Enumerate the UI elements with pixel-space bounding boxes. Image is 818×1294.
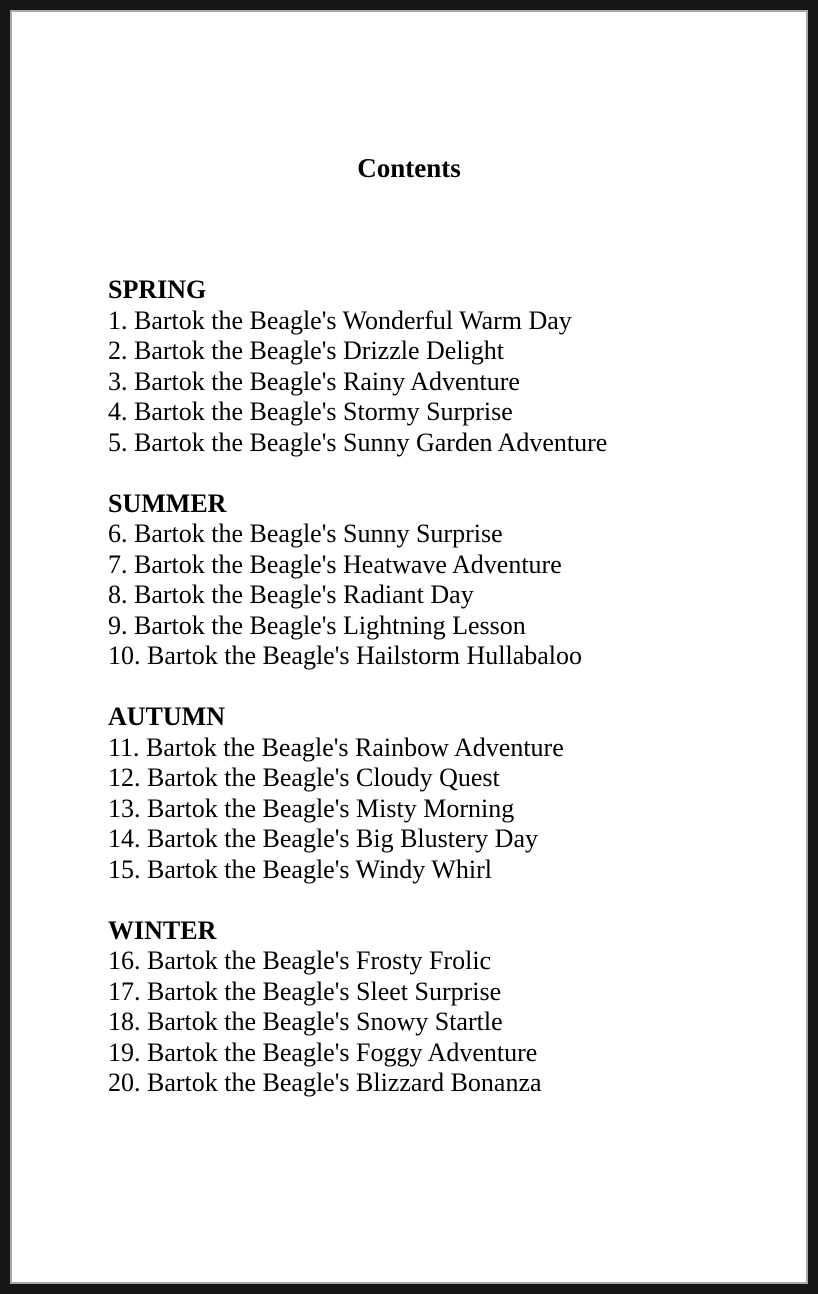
toc-section-spring [108,275,710,458]
toc-section-winter [108,916,710,1099]
toc-item: 20. Bartok the Beagle's Blizzard Bonanza [108,1068,542,1097]
section-heading: SPRING [108,275,207,304]
toc-item: 18. Bartok the Beagle's Snowy Startle [108,1007,503,1036]
toc-item: 8. Bartok the Beagle's Radiant Day [108,580,474,609]
toc-item: 16. Bartok the Beagle's Frosty Frolic [108,946,492,975]
toc-item: 2. Bartok the Beagle's Drizzle Delight [108,336,505,365]
section-heading: AUTUMN [108,702,225,731]
toc-item: 19. Bartok the Beagle's Foggy Adventure [108,1037,538,1067]
toc-item: 3. Bartok the Beagle's Rainy Adventure [108,366,520,396]
toc-item: 13. Bartok the Beagle's Misty Morning [108,793,515,823]
toc-item: 7. Bartok the Beagle's Heatwave Adventure [108,549,562,579]
toc-item: 9. Bartok the Beagle's Lightning Lesson [108,610,526,640]
toc-item: 15. Bartok the Beagle's Windy Whirl [108,854,492,884]
section-heading: SUMMER [108,488,227,518]
toc-item: 6. Bartok the Beagle's Sunny Surprise [108,519,503,548]
toc-item: 1. Bartok the Beagle's Wonderful Warm Day [108,305,572,335]
toc-item: 17. Bartok the Beagle's Sleet Surprise [108,976,502,1006]
toc-item: 12. Bartok the Beagle's Cloudy Quest [108,763,500,792]
toc-item: 10. Bartok the Beagle's Hailstorm Hullabaloo [108,641,583,670]
toc-item: 11. Bartok the Beagle's Rainbow Adventure [108,732,564,762]
toc-item: 4. Bartok the Beagle's Stormy Surprise [108,397,513,426]
page-title: Contents [357,153,461,183]
toc-section-autumn [108,702,710,885]
document-page [10,10,808,1284]
toc-section-summer [108,489,710,672]
toc-item: 5. Bartok the Beagle's Sunny Garden Adventure [108,427,608,457]
toc-item: 14. Bartok the Beagle's Big Blustery Day [108,824,539,853]
section-heading: WINTER [108,915,217,945]
